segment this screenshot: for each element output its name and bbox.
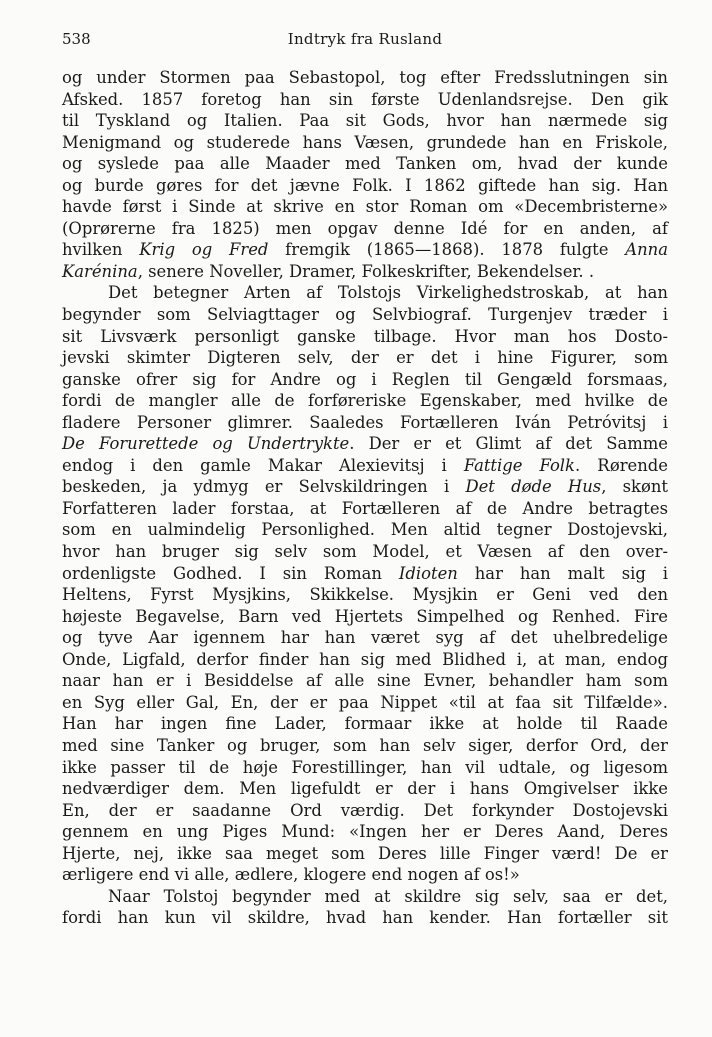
italic-title: Idioten xyxy=(398,563,458,583)
text-segment: Naar Tolstoj begynder med at skildre sig selv, saa er det, xyxy=(108,886,668,906)
text-segment: Heltens, Fyrst Mysjkins, Skikkelse. Mysjkin er Geni ved den xyxy=(62,585,668,605)
text-line xyxy=(62,282,668,304)
italic-title: Krig og Fred xyxy=(139,240,269,260)
text-segment: og tyve Aar igennem har han været syg af det uhelbredelige xyxy=(62,628,668,648)
italic-title: Fattige Folk xyxy=(463,455,575,475)
text-line xyxy=(62,864,668,886)
text-segment: som en ualmindelig Personlighed. Men altid tegner Dostojevski, xyxy=(62,520,668,540)
text-segment: gennem en ung Piges Mund: «Ingen her er Deres Aand, Deres xyxy=(62,822,668,842)
text-segment: hvilken xyxy=(62,240,140,260)
text-segment: og syslede paa alle Maader med Tanken om, hvad der kunde xyxy=(62,154,668,174)
text-segment: . Rørende xyxy=(574,455,669,475)
text-segment: til Tyskland og Italien. Paa sit Gods, hvor han nærmede sig xyxy=(62,111,668,131)
text-segment: Han har ingen fine Lader, formaar ikke at holde til Raade xyxy=(62,714,668,734)
text-segment: ærligere end vi alle, ædlere, klogere end nogen af os!» xyxy=(62,865,520,885)
text-line xyxy=(62,713,668,735)
text-segment: Afsked. 1857 foretog han sin første Udenlandsrejse. Den gik xyxy=(62,89,668,109)
text-line xyxy=(62,584,668,606)
text-segment: med sine Tanker og bruger, som han selv siger, derfor Ord, der xyxy=(62,735,668,755)
text-segment: Onde, Ligfald, derfor finder han sig med Blidhed i, at man, endog xyxy=(62,649,668,669)
text-segment: ganske ofrer sig for Andre og i Reglen til Gengæld forsmaas, xyxy=(62,369,668,389)
text-segment: begynder som Selviagttager og Selvbiograf. Turgenjev træder i xyxy=(62,305,668,325)
text-segment: Menigmand og studerede hans Væsen, grundede han en Friskole, xyxy=(62,132,668,152)
text-line xyxy=(62,455,668,477)
text-line xyxy=(62,412,668,434)
text-line xyxy=(62,778,668,800)
running-title: Indtryk fra Rusland xyxy=(287,30,443,48)
text-segment: har han malt sig i xyxy=(457,563,668,583)
italic-title: Anna xyxy=(625,240,668,260)
text-line xyxy=(62,498,668,520)
text-line xyxy=(62,110,668,132)
text-line xyxy=(62,369,668,391)
text-segment: , skønt xyxy=(601,477,668,497)
text-segment: havde først i Sinde at skrive en stor Roman om «Decembristerne» xyxy=(62,197,668,217)
text-line xyxy=(62,239,668,261)
text-segment: højeste Begavelse, Barn ved Hjertets Simpelhed og Renhed. Fire xyxy=(62,606,668,626)
text-segment: ikke passer til de høje Forestillinger, han vil udtale, og ligesom xyxy=(62,757,668,777)
italic-title: De Forurettede og Undertrykte xyxy=(62,434,350,454)
page-number: 538 xyxy=(62,30,91,48)
text-segment: , senere Noveller, Dramer, Folkeskrifter, Bekendelser. . xyxy=(137,261,595,281)
text-line xyxy=(62,476,668,498)
text-line xyxy=(62,541,668,563)
body-text xyxy=(62,67,668,929)
text-segment: naar han er i Besiddelse af alle sine Evner, behandler ham som xyxy=(62,671,668,691)
text-segment: jevski skimter Digteren selv, der er det i hine Figurer, som xyxy=(62,348,668,368)
text-segment: Forfatteren lader forstaa, at Fortælleren af de Andre betragtes xyxy=(62,498,668,518)
text-segment: og under Stormen paa Sebastopol, tog efter Fredsslutningen sin xyxy=(62,68,668,87)
text-line xyxy=(62,886,668,908)
text-line xyxy=(62,649,668,671)
text-segment: hvor han bruger sig selv som Model, et Væsen af den over- xyxy=(62,542,668,562)
text-line xyxy=(62,757,668,779)
text-line xyxy=(62,89,668,111)
text-line xyxy=(62,433,668,455)
text-line xyxy=(62,692,668,714)
text-segment: nedværdiger dem. Men ligefuldt er der i hans Omgivelser ikke xyxy=(62,779,668,799)
text-segment: Hjerte, nej, ikke saa meget som Deres lille Finger værd! De er xyxy=(62,843,668,863)
text-segment: En, der er saadanne Ord værdig. Det forkynder Dostojevski xyxy=(62,800,668,820)
text-line xyxy=(62,175,668,197)
text-line xyxy=(62,218,668,240)
text-line xyxy=(62,304,668,326)
text-line xyxy=(62,196,668,218)
text-segment: Det betegner Arten af Tolstojs Virkelighedstroskab, at han xyxy=(108,283,668,303)
text-line xyxy=(62,843,668,865)
text-line xyxy=(62,821,668,843)
page-header xyxy=(62,30,668,52)
text-line xyxy=(62,735,668,757)
text-segment: beskeden, ja ydmyg er Selvskildringen i xyxy=(62,477,466,497)
text-line xyxy=(62,261,668,283)
text-line xyxy=(62,390,668,412)
text-line xyxy=(62,563,668,585)
text-segment: (Oprørerne fra 1825) men opgav denne Idé for en anden, af xyxy=(62,218,668,238)
text-line xyxy=(62,67,668,89)
italic-title: Det døde Hus xyxy=(465,477,602,497)
text-segment: fordi han kun vil skildre, hvad han kender. Han fortæller sit xyxy=(62,908,668,928)
text-line xyxy=(62,326,668,348)
text-line xyxy=(62,627,668,649)
italic-title: Karénina xyxy=(62,261,138,281)
text-line xyxy=(62,519,668,541)
text-segment: og burde gøres for det jævne Folk. I 1862 giftede han sig. Han xyxy=(62,175,668,195)
text-segment: endog i den gamle Makar Alexievitsj i xyxy=(62,455,464,475)
text-segment: . Der er et Glimt af det Samme xyxy=(349,434,669,454)
text-line xyxy=(62,132,668,154)
text-segment: sit Livsværk personligt ganske tilbage. Hvor man hos Dosto- xyxy=(62,326,668,346)
text-segment: en Syg eller Gal, En, der er paa Nippet «til at faa sit Tilfælde». xyxy=(62,692,668,712)
text-line xyxy=(62,606,668,628)
text-segment: ordenligste Godhed. I sin Roman xyxy=(62,563,399,583)
text-segment: fordi de mangler alle de forføreriske Egenskaber, med hvilke de xyxy=(62,391,668,411)
text-segment: fremgik (1865—1868). 1878 fulgte xyxy=(268,240,626,260)
text-line xyxy=(62,153,668,175)
text-line xyxy=(62,907,668,929)
text-line xyxy=(62,800,668,822)
text-segment: fladere Personer glimrer. Saaledes Fortælleren Iván Petróvitsj i xyxy=(62,412,668,432)
text-line xyxy=(62,347,668,369)
text-line xyxy=(62,670,668,692)
